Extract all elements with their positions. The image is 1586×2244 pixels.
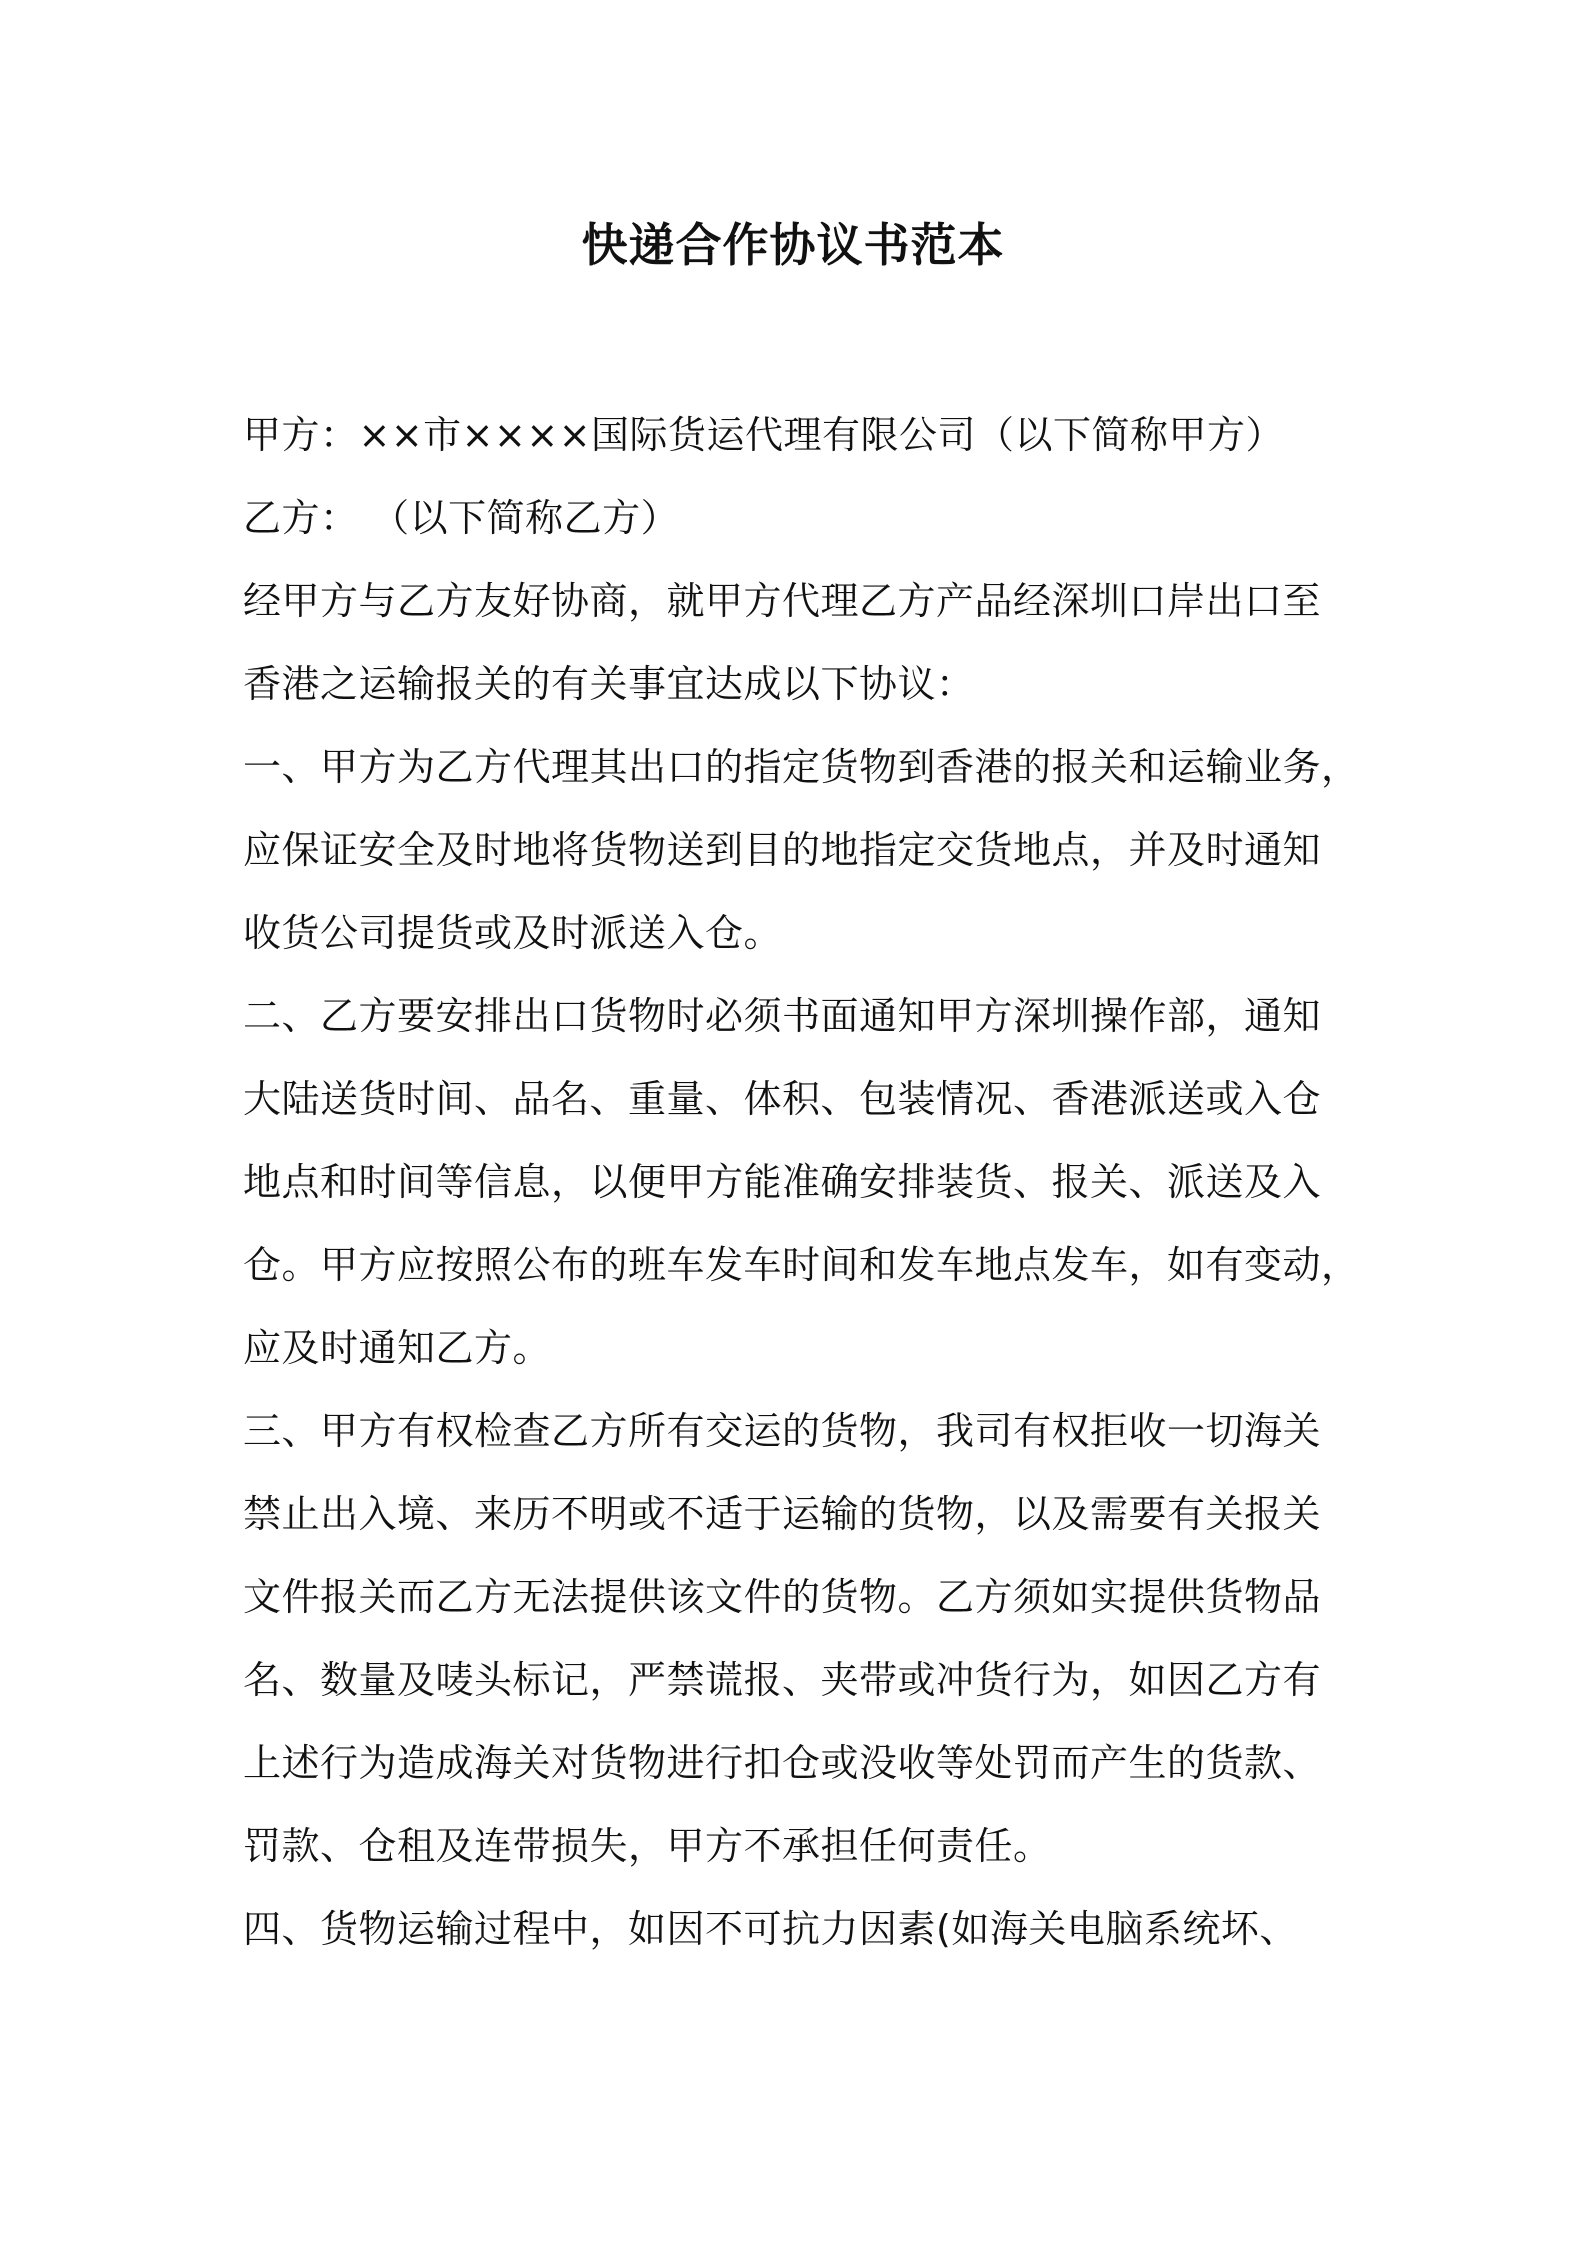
text-line: 应及时通知乙方。 bbox=[243, 1326, 552, 1370]
text-line: 一、甲方为乙方代理其出口的指定货物到香港的报关和运输业务， bbox=[243, 745, 1360, 789]
text-line: 名、数量及唛头标记，严禁谎报、夹带或冲货行为，如因乙方有 bbox=[243, 1658, 1322, 1702]
text-line: 四、货物运输过程中，如因不可抗力因素(如海关电脑系统坏、 bbox=[243, 1907, 1298, 1951]
text-line: 经甲方与乙方友好协商，就甲方代理乙方产品经深圳口岸出口至 bbox=[243, 579, 1322, 623]
text-line: 甲方：××市××××国际货运代理有限公司（以下简称甲方） bbox=[243, 413, 1285, 457]
text-line: 香港之运输报关的有关事宜达成以下协议： bbox=[243, 662, 975, 706]
text-line: 应保证安全及时地将货物送到目的地指定交货地点，并及时通知 bbox=[243, 828, 1322, 872]
text-line: 仓。甲方应按照公布的班车发车时间和发车地点发车，如有变动， bbox=[243, 1243, 1360, 1287]
text-line: 文件报关而乙方无法提供该文件的货物。乙方须如实提供货物品 bbox=[243, 1575, 1322, 1619]
text-line: 大陆送货时间、品名、重量、体积、包装情况、香港派送或入仓 bbox=[243, 1077, 1322, 1121]
text-line: 乙方： （以下简称乙方） bbox=[243, 496, 680, 540]
text-line: 三、甲方有权检查乙方所有交运的货物，我司有权拒收一切海关 bbox=[243, 1409, 1322, 1453]
text-line: 上述行为造成海关对货物进行扣仓或没收等处罚而产生的货款、 bbox=[243, 1741, 1322, 1785]
text-line: 罚款、仓租及连带损失，甲方不承担任何责任。 bbox=[243, 1824, 1052, 1868]
text-line: 地点和时间等信息，以便甲方能准确安排装货、报关、派送及入 bbox=[243, 1160, 1322, 1204]
text-line: 收货公司提货或及时派送入仓。 bbox=[243, 911, 783, 955]
document-title: 快递合作协议书范本 bbox=[581, 218, 1005, 272]
text-line: 禁止出入境、来历不明或不适于运输的货物，以及需要有关报关 bbox=[243, 1492, 1322, 1536]
text-line: 二、乙方要安排出口货物时必须书面通知甲方深圳操作部，通知 bbox=[243, 994, 1322, 1038]
